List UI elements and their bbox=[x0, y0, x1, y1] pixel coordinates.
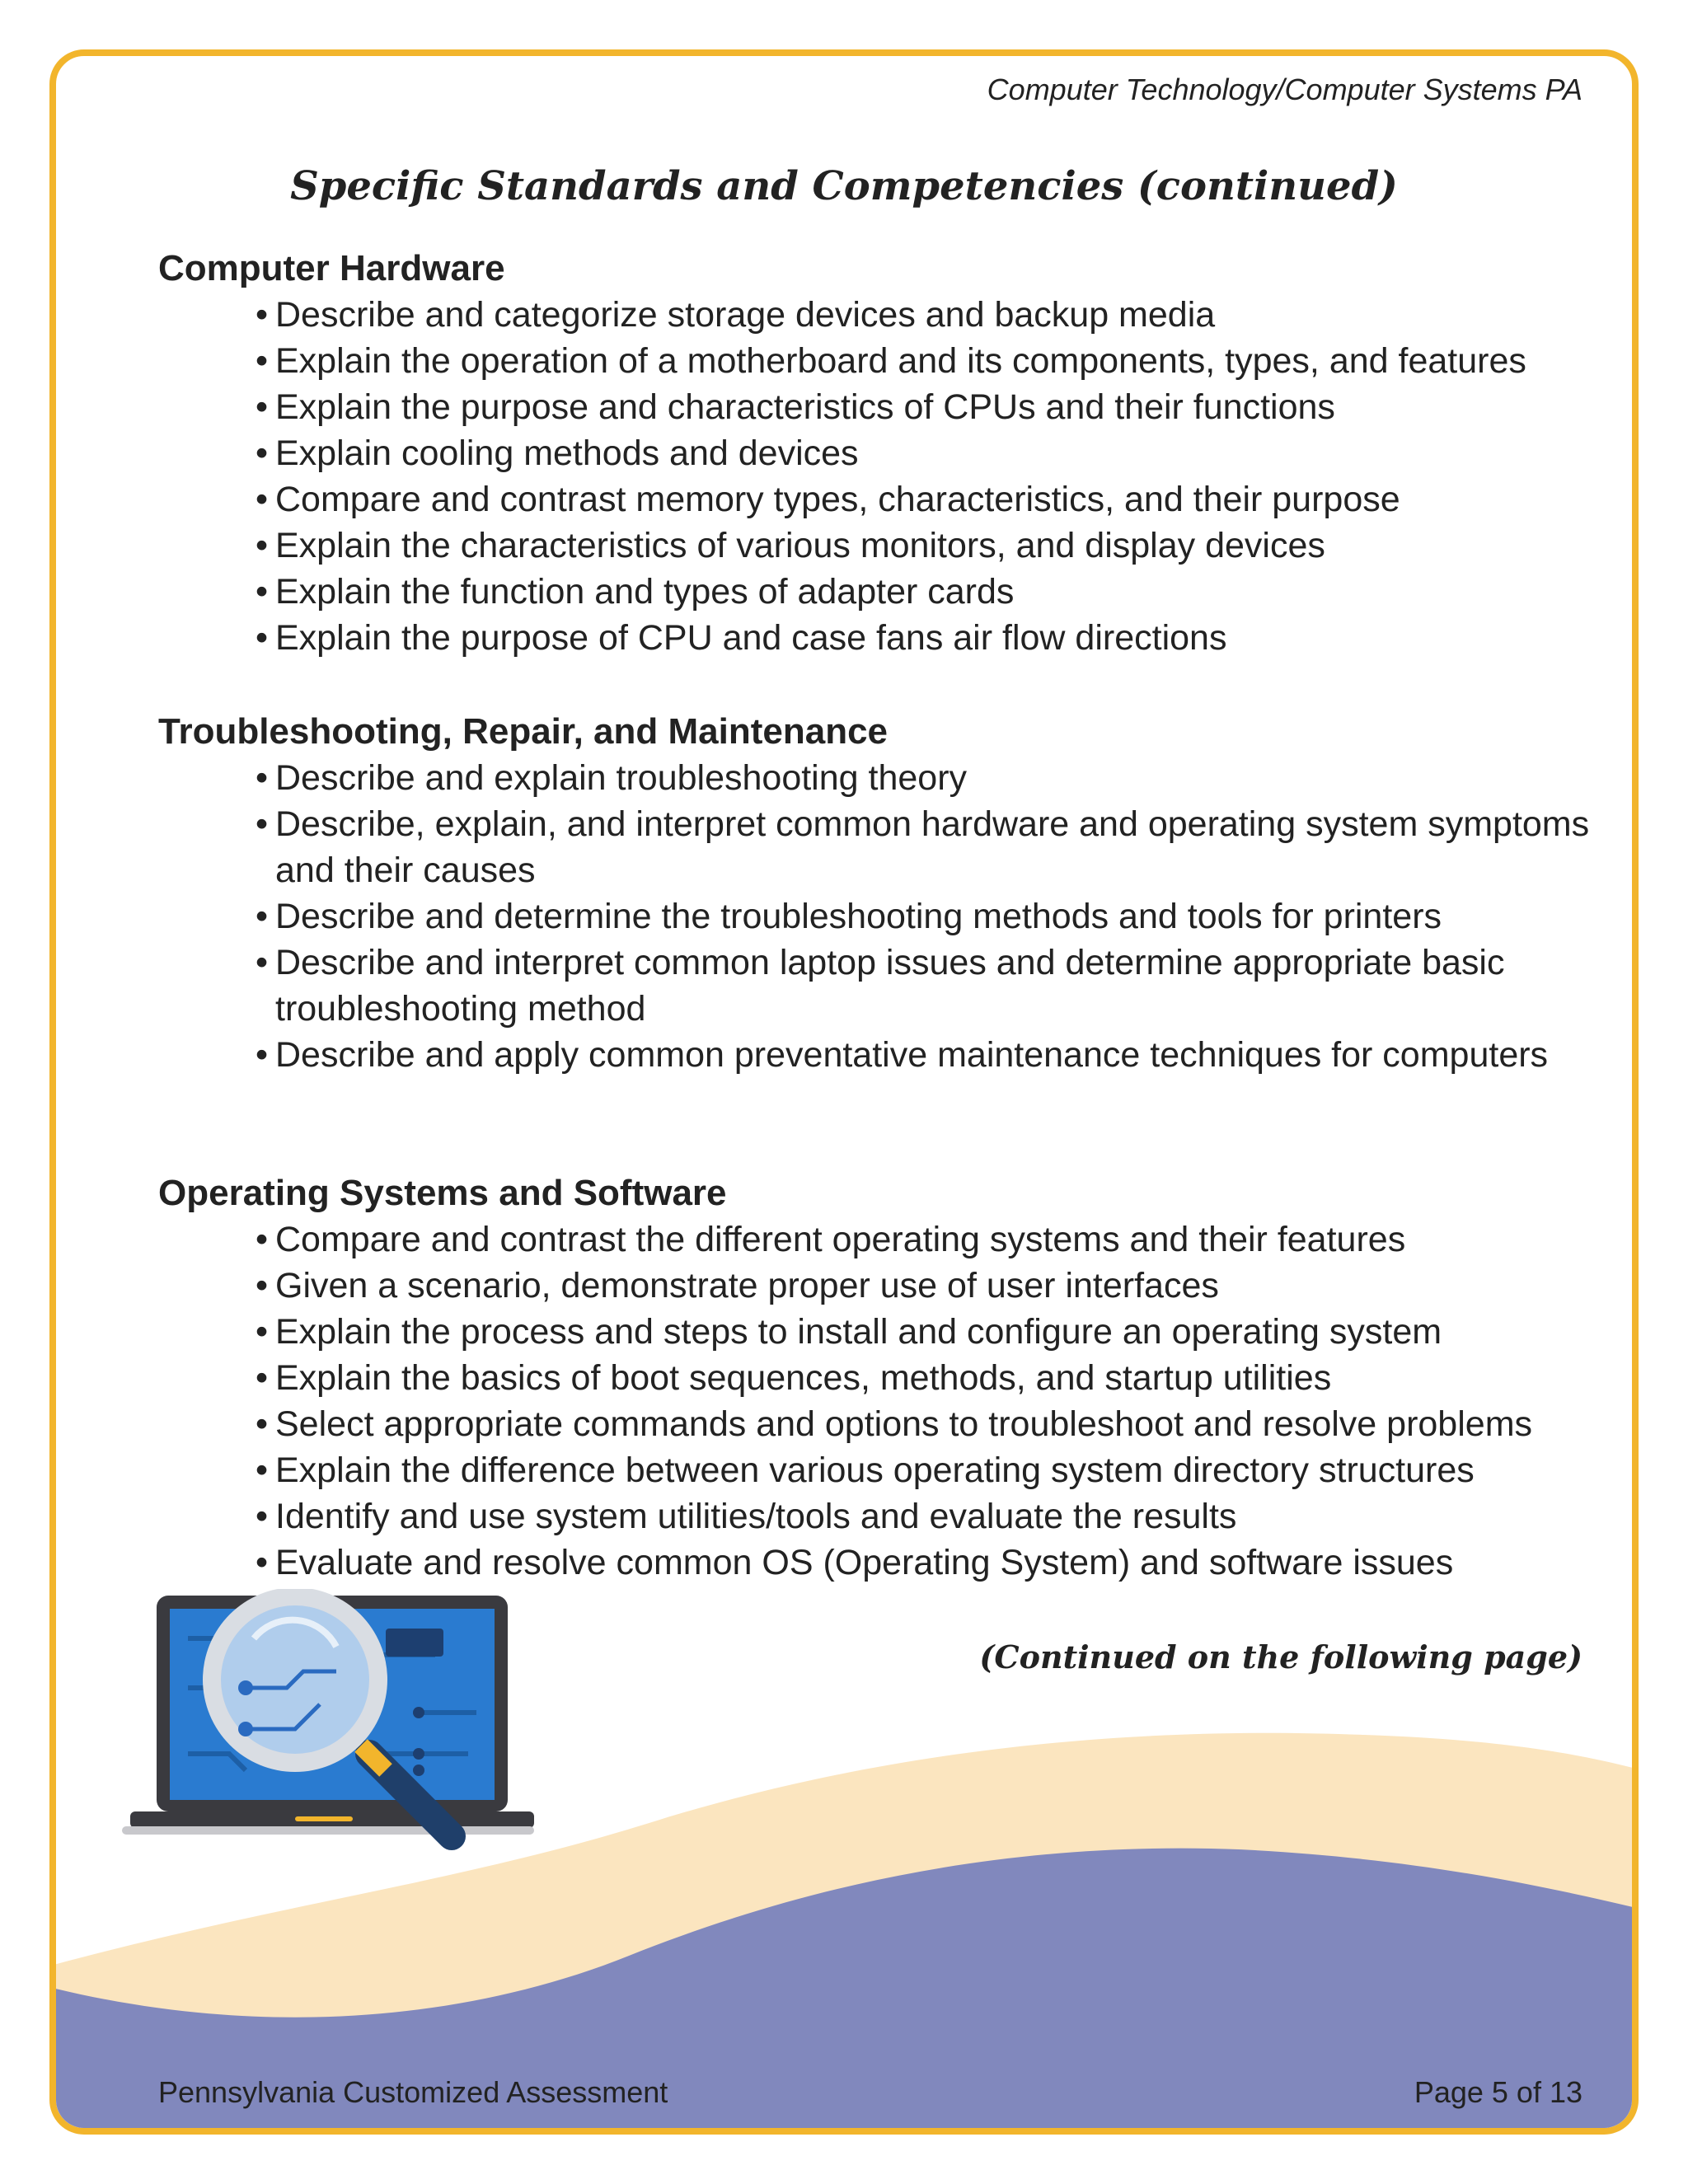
list-item: • Explain the difference between various operating system directory structures bbox=[256, 1447, 1609, 1493]
page-title: Specific Standards and Competencies (continued) bbox=[290, 163, 1398, 209]
page-frame bbox=[49, 49, 1639, 2135]
list-item: • Explain the basics of boot sequences, methods, and startup utilities bbox=[256, 1355, 1609, 1401]
list-item: • Describe and apply common preventative maintenance techniques for computers bbox=[256, 1032, 1609, 1078]
list-item: • Explain the characteristics of various monitors, and display devices bbox=[256, 523, 1609, 569]
list-item: • Explain cooling methods and devices bbox=[256, 430, 1609, 476]
list-item: • Select appropriate commands and options to troubleshoot and resolve problems bbox=[256, 1401, 1609, 1447]
list-item: • Explain the process and steps to install and configure an operating system bbox=[256, 1309, 1609, 1355]
section-operating-systems bbox=[158, 1170, 1609, 1586]
section-heading: Operating Systems and Software bbox=[158, 1173, 727, 1213]
list-item: • Explain the function and types of adapter cards bbox=[256, 569, 1609, 615]
list-item: • Identify and use system utilities/tools and evaluate the results bbox=[256, 1493, 1609, 1540]
section-computer-hardware bbox=[158, 246, 1609, 661]
section-heading: Troubleshooting, Repair, and Maintenance bbox=[158, 711, 889, 752]
header-title: Computer Technology/Computer Systems PA bbox=[987, 73, 1582, 106]
list-item: • Describe, explain, and interpret common hardware and operating system symptoms and their causes bbox=[256, 801, 1609, 893]
section-heading: Computer Hardware bbox=[158, 248, 505, 288]
list-item: • Compare and contrast memory types, characteristics, and their purpose bbox=[256, 476, 1609, 523]
list-item: • Describe and explain troubleshooting theory bbox=[256, 755, 1609, 801]
list-item: • Explain the purpose and characteristics of CPUs and their functions bbox=[256, 384, 1609, 430]
continued-note: (Continued on the following page) bbox=[979, 1638, 1582, 1675]
list-item: • Describe and categorize storage devices and backup media bbox=[256, 292, 1609, 338]
list-item: • Compare and contrast the different operating systems and their features bbox=[256, 1216, 1609, 1263]
page-number: Page 5 of 13 bbox=[1414, 2075, 1582, 2109]
list-item: • Given a scenario, demonstrate proper use of user interfaces bbox=[256, 1263, 1609, 1309]
list-item: • Describe and interpret common laptop issues and determine appropriate basic troubleshooting method bbox=[256, 940, 1609, 1032]
list-item: • Evaluate and resolve common OS (Operating System) and software issues bbox=[256, 1540, 1609, 1586]
laptop-magnifier-illustration bbox=[122, 1589, 534, 1886]
section-troubleshooting bbox=[158, 709, 1609, 1078]
list-item: • Explain the operation of a motherboard and its components, types, and features bbox=[256, 338, 1609, 384]
list-item: • Describe and determine the troubleshooting methods and tools for printers bbox=[256, 893, 1609, 940]
list-item: • Explain the purpose of CPU and case fans air flow directions bbox=[256, 615, 1609, 661]
footer-left-text: Pennsylvania Customized Assessment bbox=[158, 2075, 668, 2109]
